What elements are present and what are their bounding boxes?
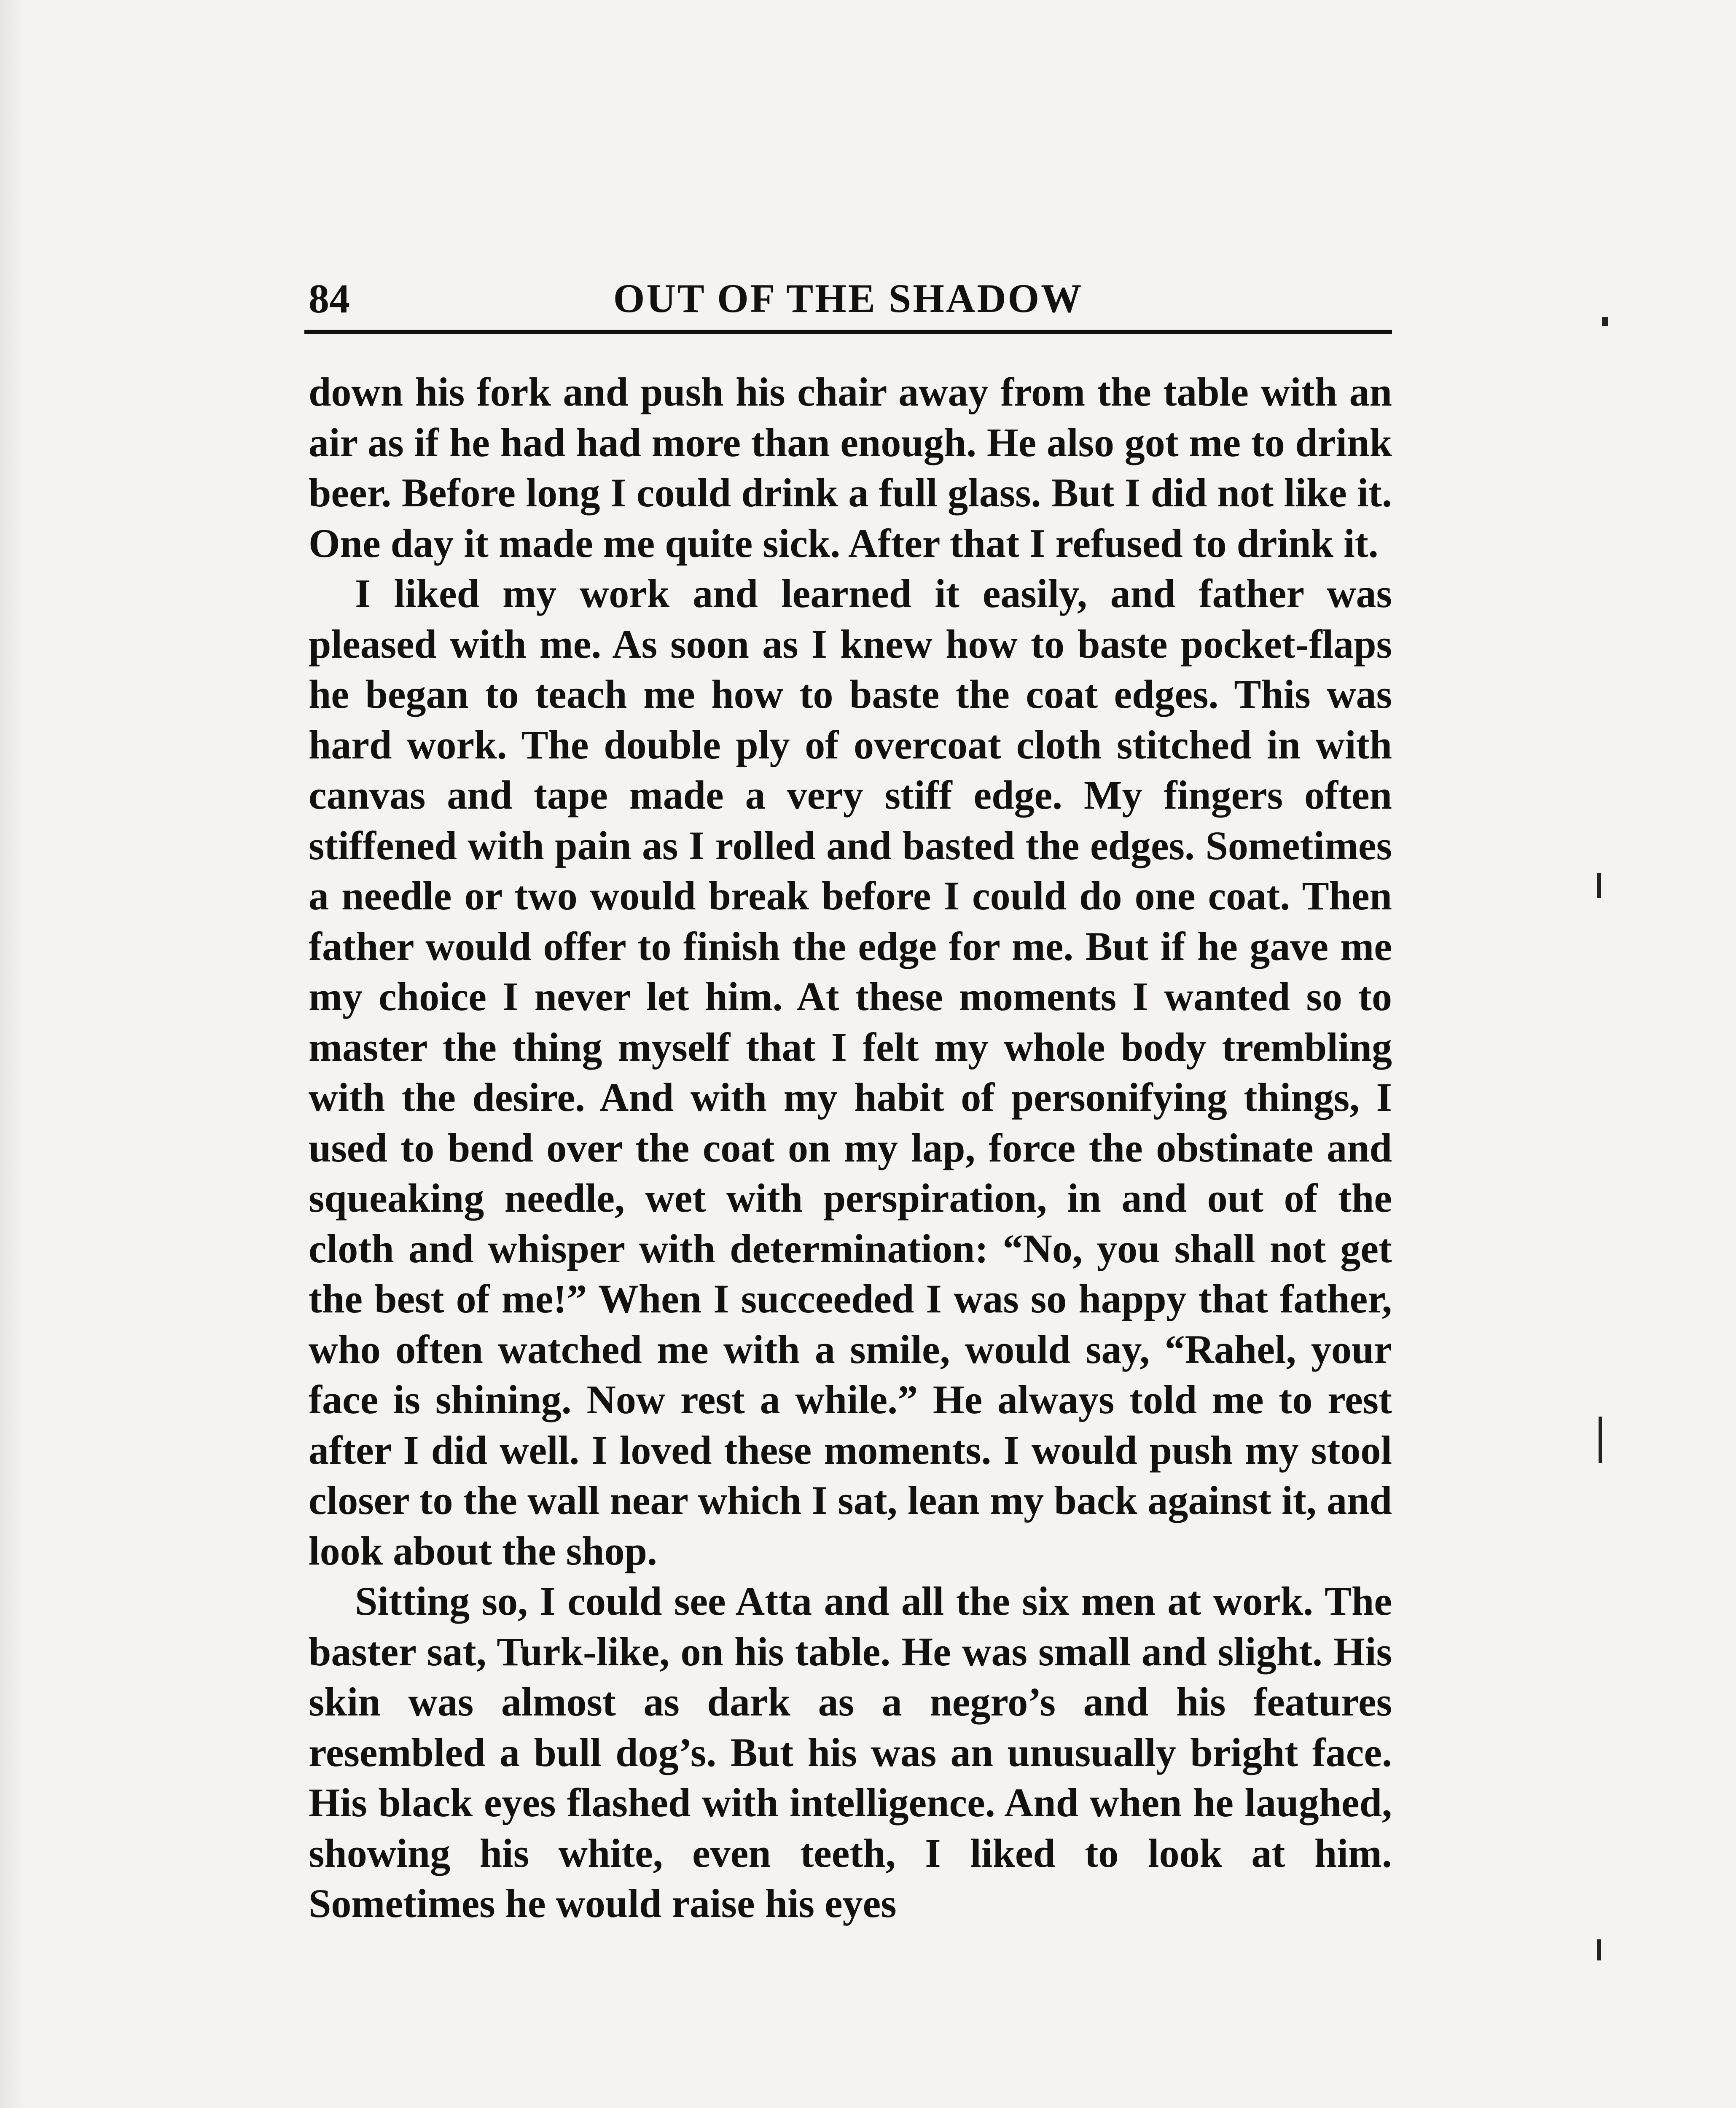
header-rule [304, 330, 1392, 334]
margin-mark-3 [1599, 1417, 1602, 1463]
running-title: OUT OF THE SHADOW [613, 276, 1083, 321]
margin-mark-2 [1597, 873, 1601, 898]
margin-mark-1 [1602, 317, 1608, 326]
page-edge-shadow [0, 0, 25, 2108]
page-header [304, 270, 1392, 329]
page-number: 84 [309, 276, 350, 322]
paragraph-1: down his fork and push his chair away from the table with an air as if he had had more than enough. He also got me to drink beer. Before long I could drink a full glass. But I did not like it. One day it made me quite sick. After that I refused to drink it. [309, 369, 1392, 566]
paragraph-3: Sitting so, I could see Atta and all the six men at work. The baster sat, Turk-like, on his table. He was small and slight. His skin was almost as dark as a negro’s and his features resembled a bull dog’s. But his was an unusually bright face. His black eyes flashed with intelligence. And when he laughed, showing his white, even teeth, I liked to look at him. Sometimes he would raise his eyes [309, 1578, 1392, 1926]
margin-mark-4 [1597, 1939, 1601, 1960]
body-text [309, 367, 1392, 2108]
paragraph-2: I liked my work and learned it easily, and father was pleased with me. As soon as I knew how to baste pocket-flaps he began to teach me how to baste the coat edges. This was hard work. The double ply of overcoat cloth stitched in with canvas and tape made a very stiff edge. My fingers often stiffened with pain as I rolled and basted the edges. Sometimes a needle or two would break before I could do one coat. Then father would offer to finish the edge for me. But if he gave me my choice I never let him. At these moments I wanted so to master the thing myself that I felt my whole body trembling with the desire. And with my habit of personifying things, I used to bend over the coat on my lap, force the obstinate and squeaking needle, wet with perspiration, in and out of the cloth and whisper with determination: “No, you shall not get the best of me!” When I succeeded I was so happy that father, who often watched me with a smile, would say, “Rahel, your face is shining. Now rest a while.” He always told me to rest after I did well. I loved these moments. I would push my stool closer to the wall near which I sat, lean my back against it, and look about the shop. [309, 571, 1392, 1573]
